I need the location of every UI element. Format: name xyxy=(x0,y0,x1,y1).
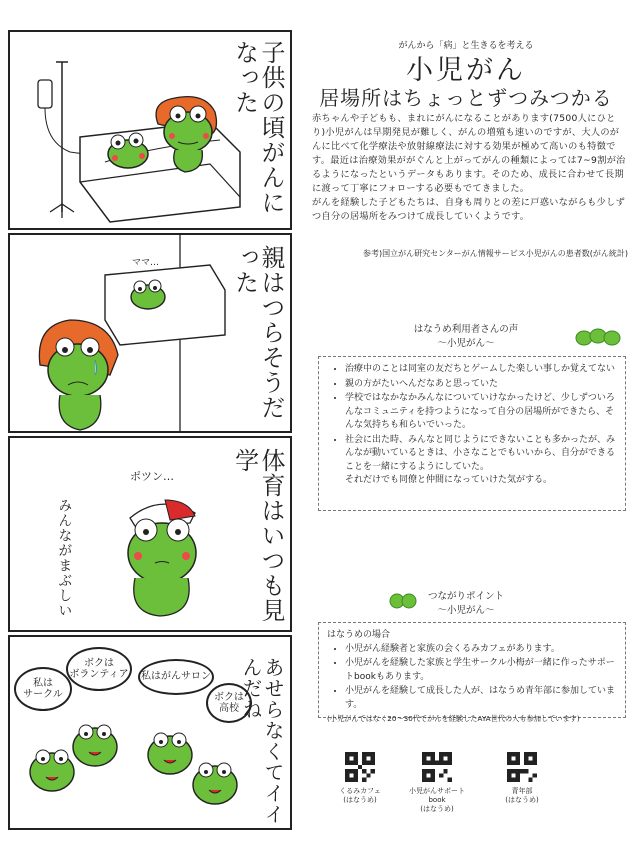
comic-panel-1 xyxy=(8,30,292,230)
qr-label-cafe xyxy=(325,787,395,805)
qr-code-icon[interactable] xyxy=(345,752,375,782)
voice-item: • 親の方がたいへんだなあと思っていた xyxy=(345,378,617,392)
qr-label-youth xyxy=(487,787,557,805)
point-item: • 小児がん経験者と家族の会くるみカフェがあります。 xyxy=(345,643,617,657)
qr-label-text: 青年部 xyxy=(511,787,533,795)
panel3-caption: 体育はいつも見学 xyxy=(230,448,285,623)
speech-bubble-circle: 私は サークル xyxy=(14,667,72,711)
intro-text: 赤ちゃんや子どもも、まれにがんになることがあります(7500人にひとり)小児がんは早期発見が難しく、がんの増殖も速いのですが、大人のがんに比べて化学療法や放射線療法に対する効果が極めて高いのも特徴です。最近は治療効果ががぐんと上がってがんの種類によっては7~9割が治るようになったというデータもあります。そのため、成長に合わせて長期に渡って丁寧にフォローする必要もでてきました。 がんを経験した子どもたちは、自身も周りとの差に戸惑いながらも少しずつ自分の居場所をみつけて成長していくようです。 xyxy=(312,113,626,222)
voices-title: はなうめ利用者さんの声 xyxy=(413,324,519,335)
points-box xyxy=(318,622,626,723)
points-subtitle: 〜小児がん〜 xyxy=(437,605,495,617)
page-subtitle: 居場所はちょっとずつみつかる xyxy=(319,86,613,110)
qr-code-icon[interactable] xyxy=(507,752,537,782)
points-title: つながりポイント xyxy=(427,591,504,602)
qr-label-book xyxy=(402,787,472,814)
point-item: • 小児がんを経験した家族と学生サークル小梅が一緒に作ったサポートbookもあります。 xyxy=(345,657,617,684)
speech-bubble-salon: 私はがんサロン xyxy=(138,659,214,695)
voices-box xyxy=(318,356,626,511)
voice-item: • 治療中のことは同室の友だちとゲームした楽しい事しか覚えてない xyxy=(345,363,617,377)
panel1-caption: 子供の頃がんになった xyxy=(230,40,285,215)
qr-code-icon[interactable] xyxy=(422,752,452,782)
voices-subtitle: 〜小児がん〜 xyxy=(437,338,495,350)
comic-panel-3 xyxy=(8,436,292,632)
qr-label-text: くるみカフェ xyxy=(339,787,381,795)
mama-text: ママ… xyxy=(132,258,160,268)
points-note: (小児がんではなく20〜30代でがんを経験したAYA世代の人も参加しています) xyxy=(327,714,580,723)
source-note: 参考)国立がん研究センターがん情報サービス小児がんの患者数(がん統計) xyxy=(362,249,628,258)
frogs-icon xyxy=(574,322,622,346)
page-title: 小児がん xyxy=(406,55,526,86)
frog-group-icon xyxy=(30,725,237,804)
speech-bubble-highschool: ボクは 高校 xyxy=(206,683,252,723)
qr-label-sub: (はなうめ) xyxy=(343,796,377,805)
tagline: がんから「病」と生きるを考える xyxy=(398,41,534,51)
cap-icon xyxy=(165,500,195,520)
comic-panel-4 xyxy=(8,635,292,830)
point-item: • 小児がんを経験して成長した人が、はなうめ青年部に参加しています。 xyxy=(345,685,617,712)
panel2-caption: 親はつらそうだった xyxy=(230,245,285,420)
speech-bubble-volunteer: ボクは ボランティア xyxy=(66,647,132,691)
qr-label-sub: (はなうめ) xyxy=(420,805,454,814)
bed-icon xyxy=(80,122,240,222)
panel3-side-text: みんながまぶしい xyxy=(56,498,73,618)
panel4-caption: あせらなくてイイんだね xyxy=(239,657,285,825)
qr-label-sub: (はなうめ) xyxy=(505,796,539,805)
voice-item: • 学校ではなかなかみんなについていけなかったけど、少しずついろんなコミュニティを持つようになって自分の居場所ができたら、そんな気持ちも和らいでいった。 xyxy=(345,392,617,433)
voice-item: • 社会に出た時、みんなと同じようにできないことも多かったが、みんなが動いているときは、小さなことでもいいから、自分ができることを一緒にするようにしていた。 それだけでも同僚と仲間になっていけた気がする。 xyxy=(345,434,617,488)
iv-bag-icon xyxy=(38,80,52,108)
qr-label-text: 小児がんサポートbook xyxy=(409,787,465,805)
points-title-block xyxy=(300,590,632,619)
points-heading: はなうめの場合 xyxy=(327,630,391,640)
bed-icon xyxy=(105,265,225,345)
potsun-sound: ポツン… xyxy=(130,470,174,483)
comic-panel-2 xyxy=(8,233,292,433)
